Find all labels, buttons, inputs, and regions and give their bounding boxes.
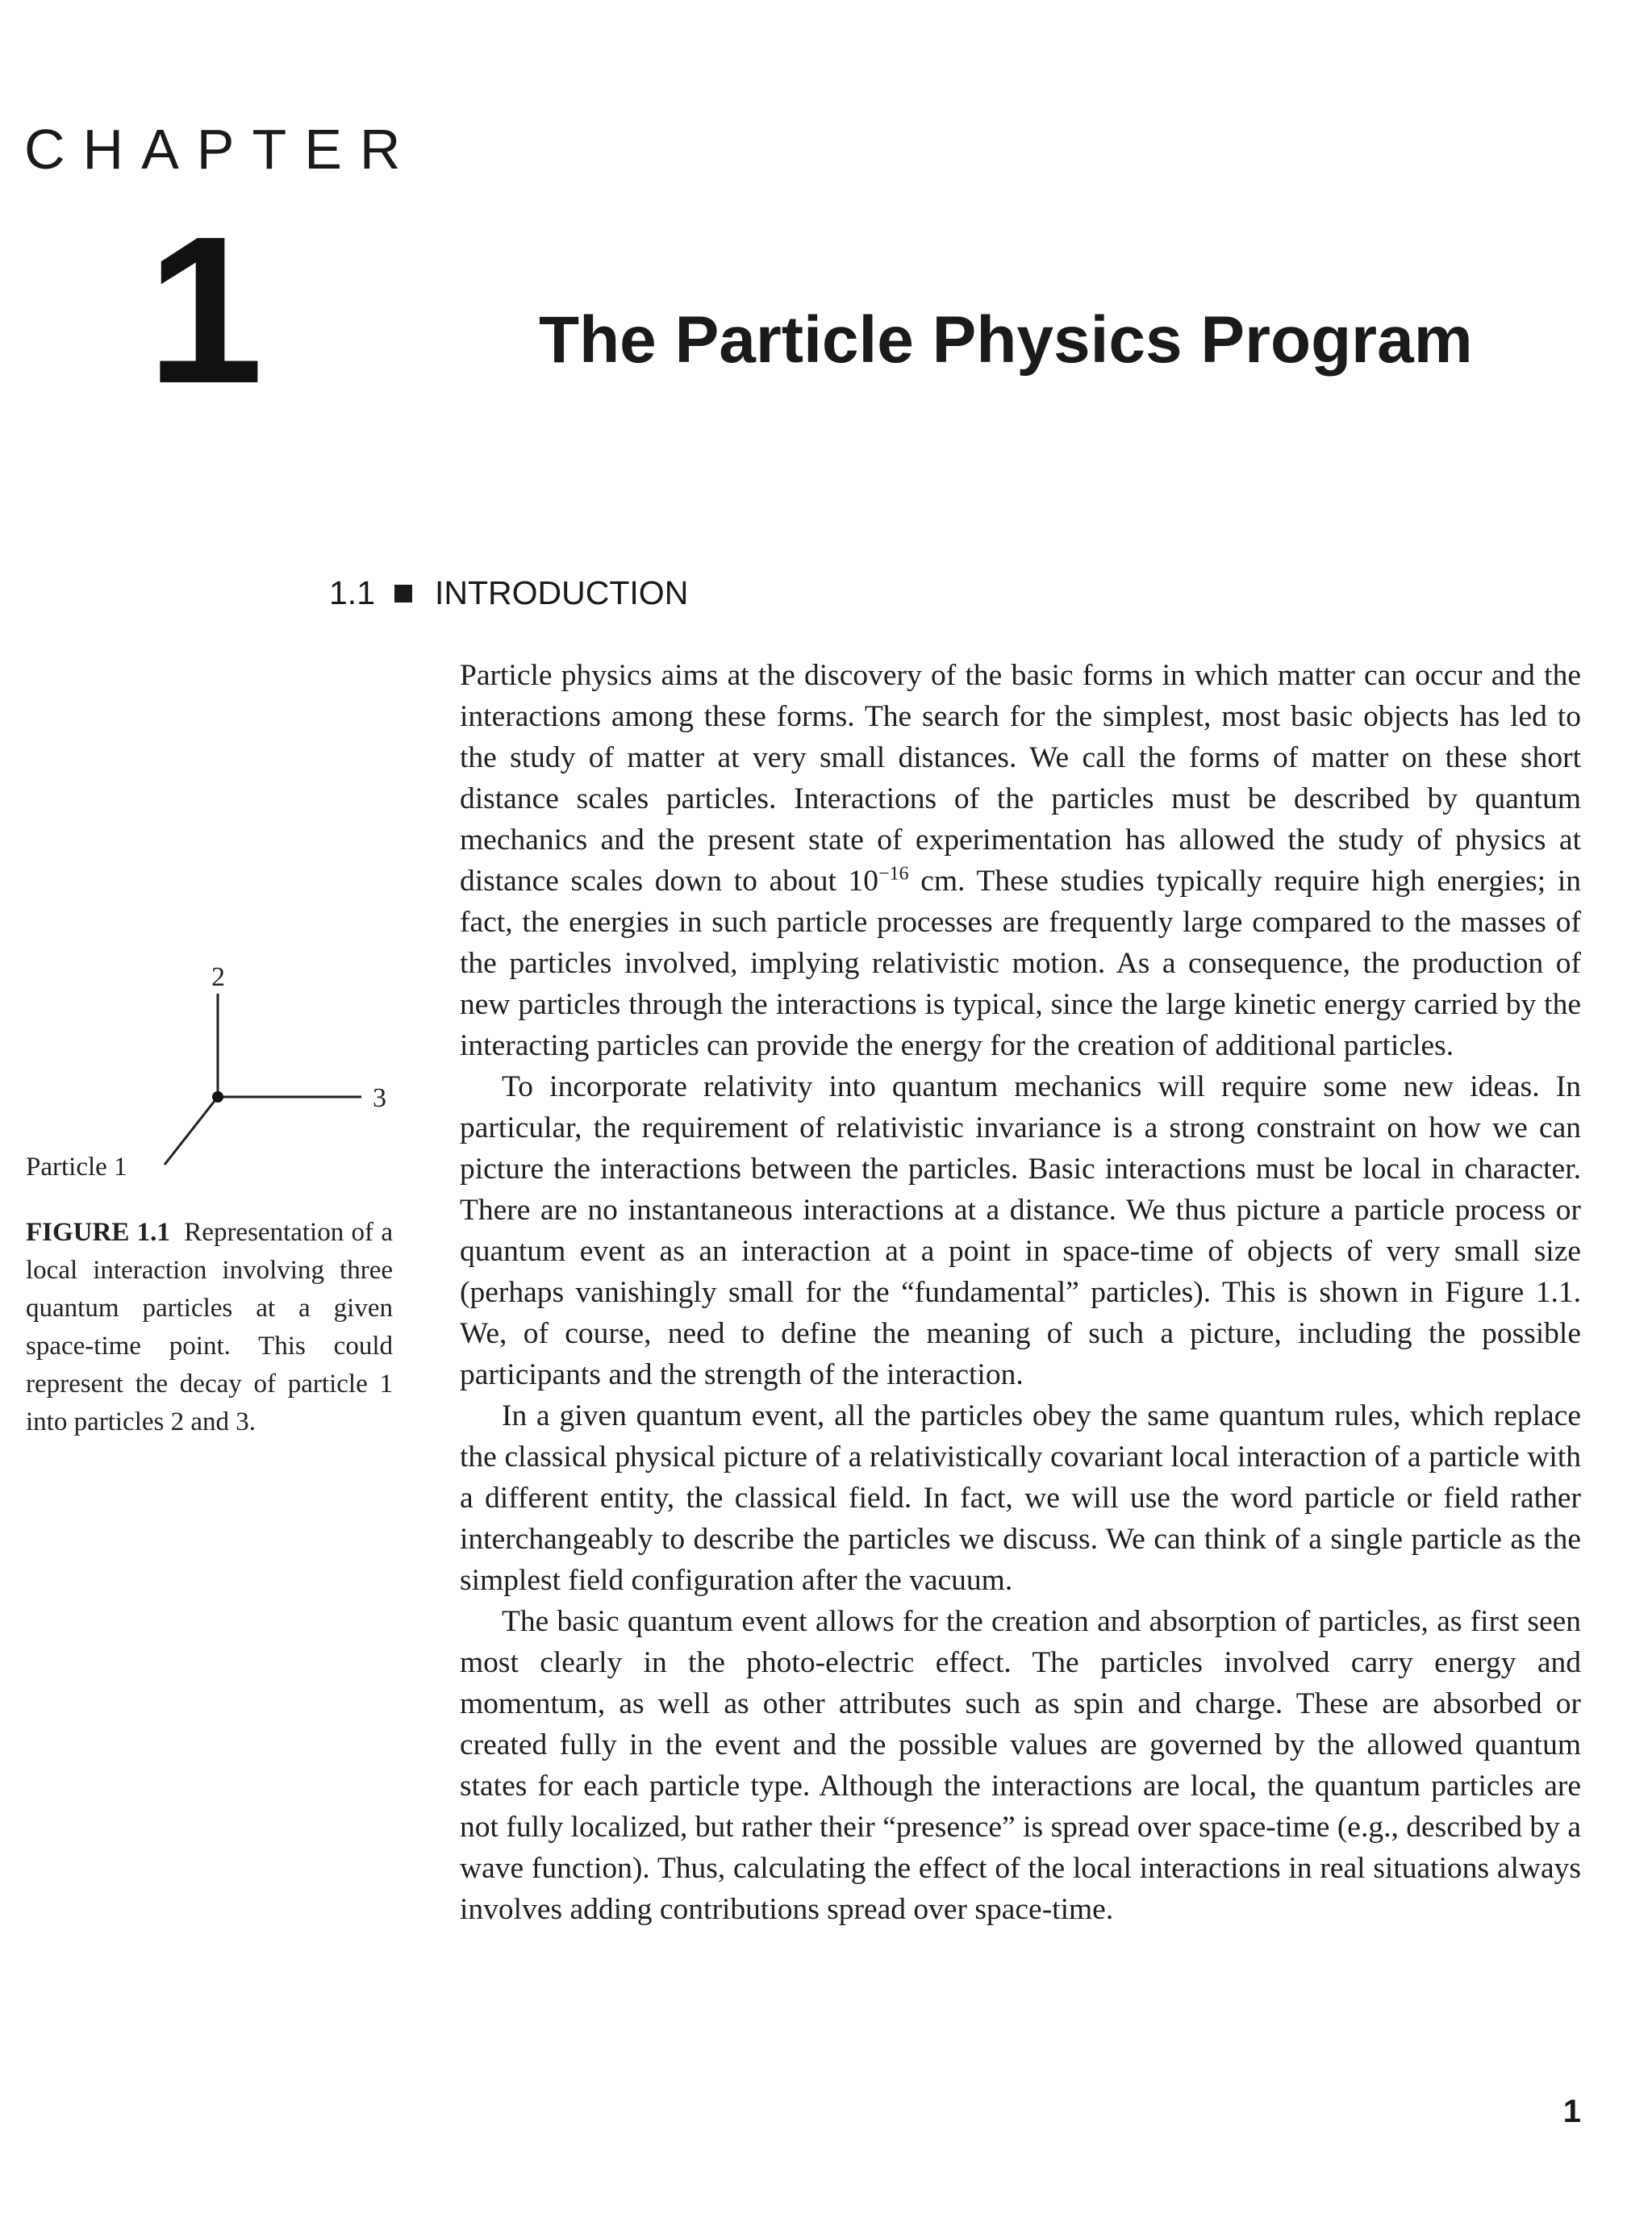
page-number: 1 xyxy=(1562,2094,1581,2129)
figure-caption-label: FIGURE 1.1 xyxy=(26,1218,170,1247)
chapter-title: The Particle Physics Program xyxy=(539,303,1473,377)
particle-1-line xyxy=(165,1097,218,1165)
section-title: INTRODUCTION xyxy=(435,574,689,611)
interaction-vertex-diagram xyxy=(23,960,402,1202)
paragraph-1-tail: cm. These studies typically require high energies; in fact, the energies in such particle processes are frequently large compared to the masses of the particles involved, implying relativistic motion. As a consequence, the production of new particles through the interactions is typical, since the large kinetic energy carried by the interacting particles can provide the energy for the creation of additional particles. xyxy=(460,865,1581,1062)
paragraph-2: To incorporate relativity into quantum mechanics will require some new ideas. In particular, the requirement of relativistic invariance is a strong constraint on how we can picture the interactions between the particles. Basic interactions must be local in character. There are no instantaneous interactions at a distance. We thus picture a particle process or quantum event as an interaction at a point in space-time of objects of very small size (perhaps vanishingly small for the “fundamental” particles). This is shown in Figure 1.1. We, of course, need to define the meaning of such a picture, including the possible participants and the strength of the interaction. xyxy=(460,1070,1581,1391)
section-heading xyxy=(329,574,688,612)
paragraph-1-main: Particle physics aims at the discovery of the basic forms in which matter can occur and the interactions among these forms. The search for the simplest, most basic objects has led to the study of matter at very small distances. We call the forms of matter on these short distance scales particles. Interactions of the particles must be described by quantum mechanics and the present state of experimentation has allowed the study of physics at distance scales down to about 10 xyxy=(460,659,1581,898)
chapter-number: 1 xyxy=(147,194,264,427)
figure-caption-text: Representation of a local interaction involving three quantum particles at a given space-time point. This could represent the decay of particle 1 into particles 2 and 3. xyxy=(26,1218,394,1436)
figure-1-1 xyxy=(23,960,402,1202)
label-particle-3: 3 xyxy=(373,1083,386,1113)
figure-caption xyxy=(26,1214,393,1441)
section-number: 1.1 xyxy=(329,574,375,611)
interaction-vertex xyxy=(212,1091,223,1103)
label-particle-2: 2 xyxy=(211,962,225,992)
section-bullet-square-icon xyxy=(394,585,412,602)
chapter-label: CHAPTER xyxy=(24,118,419,181)
body-text xyxy=(460,655,1581,1930)
paragraph-1 xyxy=(460,655,1581,1066)
paragraph-1-exponent: −16 xyxy=(878,863,909,885)
paragraph-4: The basic quantum event allows for the creation and absorption of particles, as first seen most clearly in the photo-electric effect. The particles involved carry energy and momentum, as well as other attributes such as spin and charge. These are absorbed or created fully in the event and the possible values are governed by the allowed quantum states for each particle type. Although the interactions are local, the quantum particles are not fully localized, but rather their “presence” is spread over space-time (e.g., described by a wave function). Thus, calculating the effect of the local interactions in real situations always involves adding contributions spread over space-time. xyxy=(460,1605,1581,1926)
paragraph-3: In a given quantum event, all the particles obey the same quantum rules, which replace the classical physical picture of a relativistically covariant local interaction of a particle with a different entity, the classical field. In fact, we will use the word particle or field rather interchangeably to describe the particles we discuss. We can think of a single particle as the simplest field configuration after the vacuum. xyxy=(460,1399,1581,1597)
label-particle-1: Particle 1 xyxy=(26,1153,127,1182)
